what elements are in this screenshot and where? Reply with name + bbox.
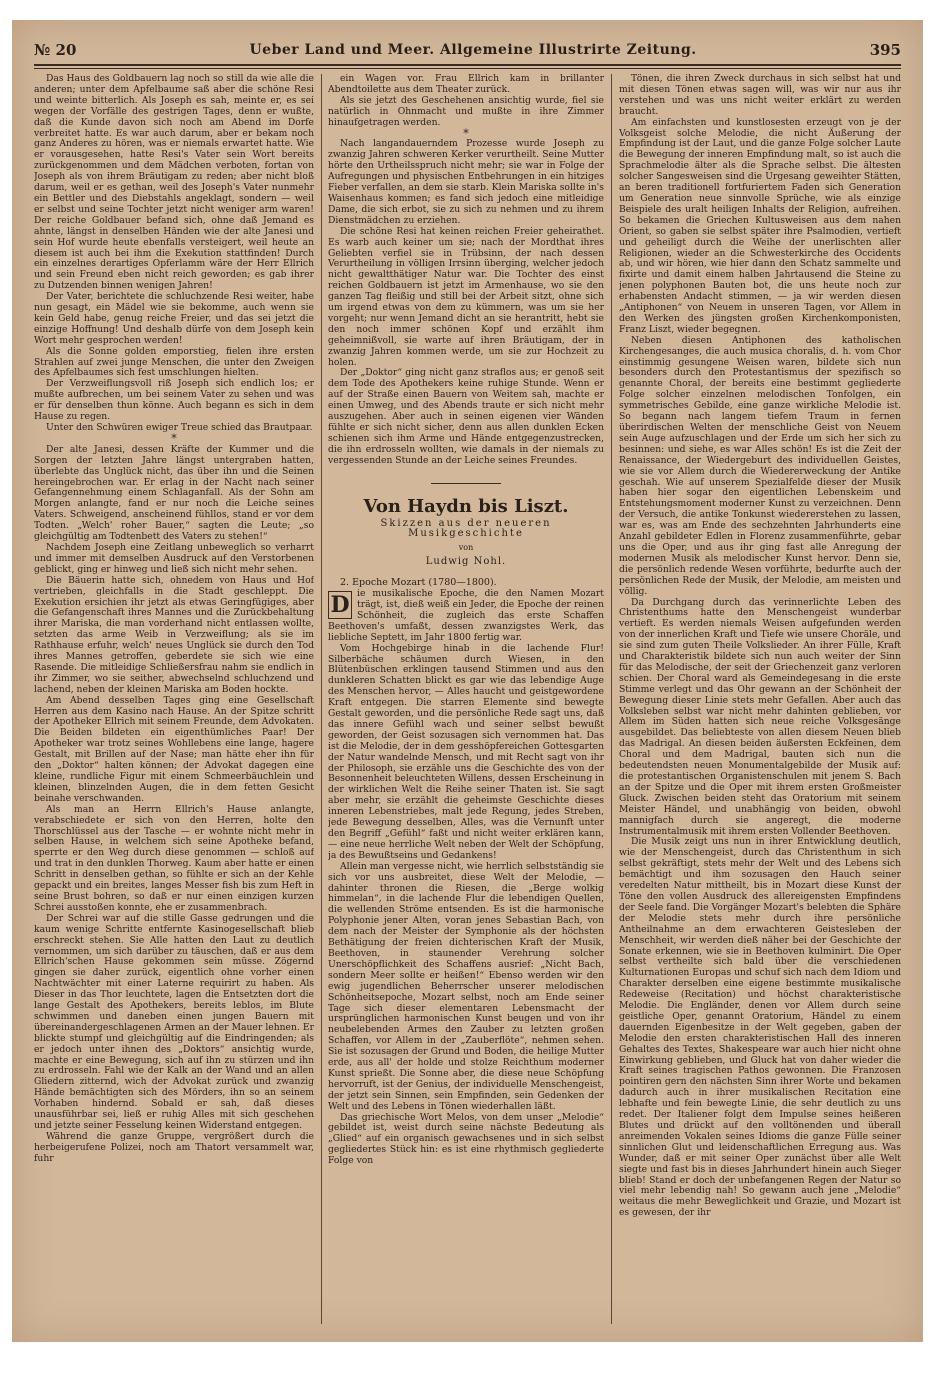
paragraph: Die Bäuerin hatte sich, ohnedem von Haus und Hof vertrieben, gleichfalls in die Stadt geschleppt. Die Exekution ersichien ihr jetzt als etwas Geringfügiges, aber die Gefangenschaft ihres Mannes und die Zurückbehaltung ihrer Mariska, die man vorderhand nicht entlassen wollte, setzten das arme Weib in Verzweiflung; als sie im Rathhause erfuhr, welch' neues Unglück sie durch den Tod ihres Mannes getroffen, geberdete sie sich wie eine Rasende. Die mitleidige Schließersfrau nahm sie endlich in ihr Zimmer, wo sie seither, abwechselnd schluchzend und lachend, neben der kleinen Mariska am Boden hockte. [34,574,314,695]
column-divider-1 [321,74,322,1324]
paragraph: Unter den Schwüren ewiger Treue schied das Brautpaar. [46,422,313,433]
paragraph: Der Schrei war auf die stille Gasse gedrungen und die kaum wenige Schritte entfernte Kasinogesellschaft blieb erschreckt stehen. Sie Alle hatten den Laut zu deutlich vernommen, um sich darüber zu täuschen, daß er aus dem Ellrich'schen Hause gekommen sein müsse. Zögernd gingen sie daher zurück, eigentlich ohne vorher einen Nachtwächter mit einer Laterne requirirt zu haben. Als Dieser in das Thor leuchtete, lagen die Entsetzten dort die lange Gestalt des Apothekers, bereits leblos, im Blute schwimmen und daneben einen jungen Bauern mit übereinandergeschlagenen Armen an der Mauer lehnen. Er blickte stumpf und gleichgültig auf die Eindringenden; als er jedoch unter ihnen des „Doktors“ ansichtig wurde, machte er eine Bewegung, sich auf ihn zu stürzen und ihn zu erdrosseln. Fahl wie der Kalk an der Wand und an allen Gliedern zitternd, wich der Advokat zurück und zwanzig Hände bemächtigten sich des Mörders, ihn so an seinem Vorhaben hindernd. Sobald er sah, daß dieses unausführbar sei, ließ er ruhig Alles mit sich geschehen und jetzte seiner Fesselung keinen Widerstand entgegen. [34,912,314,1131]
paragraph: Der Vater, berichtete die schluchzende Resi weiter, habe nun gesagt, ein Mädel wie sie bekomme, auch wenn sie kein Geld habe, genug reiche Freier, und das sei jetzt die einzige Hoffnung! Und deshalb dürfe von dem Joseph kein Wort mehr gesprochen werden! [34,291,314,346]
paragraph: Am Abend desselben Tages ging eine Gesellschaft Herren aus dem Kasino nach Hause. An der Spitze schritt der Apotheker Ellrich mit seinem Freunde, dem Advokaten. Die Beiden bildeten ein eigenthümliches Paar! Der Apotheker war trotz seines Wohllebens eine lange, hagere Gestalt, mit Brillen auf der Nase; man hätte eher ihn für den „Doktor“ halten können; der Advokat dagegen eine kleine, rundliche Figur mit einem Schmeerbäuchlein und kleinen, blinzelnden Augen, die in dem fetten Gesicht beinahe verschwanden. [34,694,314,804]
paragraph: Neben diesen Antiphonen des katholischen Kirchengesanges, die auch musica choralis, d. h. vom Chor einstimmig gesungene Weisen waren, bildete sich nun besonders durch den Protestantismus der spezifisch so genannte Choral, der bereits eine bestimmt gegliederte Folge solcher einzelnen melodischen Tonfolgen, ein symmetrisches Gebilde, eine ganze wirkliche Melodie ist. So begann nach langem tiefem Traum in fernen überirdischen Welten der menschliche Geist von Neuem sein Auge aufzuschlagen und der Erde um sich her sich zu besinnen: und siehe, es war Alles schön! Es ist die Zeit der Renaissance, der Wiedergeburt des individuellen Geistes, wie sie vor Allem durch die Wiedererweckung der Antike geschah. Wie auf unserem Spezialfelde dieser der Musik haben hier sogar den eigentlichen Lebenskeim und Entstehungsmoment moderner Kunst zu verzeichnen. Denn der Versuch, die antike Tonkunst wiedererstehen zu lassen, war es, was am Ende des sechzehnten Jahrhunderts eine Anzahl gebildeter Edlen in Florenz zusammenführte, gebar uns die Oper, und aus ihr ging fast alle Anregung der modernen Musik als melodischer Kunst hervor. Denn sie, die persönlich redende Wesen vorführte, bedurfte auch der persönlichen Rede der Musik, der Melodie, am meisten und völlig. [619,334,901,597]
article-first-paragraph [328,589,604,644]
paragraph: Vom Hochgebirge hinab in die lachende Flur! Silberbäche schäumen durch Wiesen, in den Blütenbüschen erklingen tausend Stimmen und aus den dunkleren Schatten blickt es gar wie das lebendige Auge des Menschen hervor, — Alles haucht und geistgewordene Kraft entgegen. Die starren Elemente sind bewegte Gestalt geworden, und die persönliche Rede sagt uns, daß das innere Gefühl wach und seiner selbst bewußt geworden, der Geist sozusagen sich vernommen hat. Das ist die Melodie, der in dem gesshöpfereichen Gottesgarten der Natur wandelnde Mensch, und mit Recht sagt von ihr der Philosoph, sie erzähle uns die Geschichte des von der Besonnenheit beleuchteten Willens, dessen Erscheinung in der wirklichen Welt die Reihe seiner Thaten ist. Sie sagt aber mehr, sie erzählt die geheimste Geschichte dieses inneren Lebenstriebes, malt jede Regung, jedes Streben, jede Bewegung desselben, Alles, was die Vernunft unter den Begriff „Gefühl“ faßt und nicht weiter erklären kann, — eine neue herrliche Welt neben der Welt der Schöpfung, ja des Bewußtseins und Gedankens! [328,642,604,861]
paragraph: ein Wagen vor. Frau Ellrich kam in brillanter Abendtoilette aus dem Theater zurück. [328,74,604,95]
paragraph: Die Musik zeigt uns nun in ihrer Entwicklung deutlich, wie der Menschengeist, durch das Christenthum in sich selbst gekräftigt, stets mehr der Welt und des Lebens sich bemächtigt und ihm sozusagen den Hauch seiner veredelten Natur mittheilt, bis in Mozart diese Kunst der Töne den vollen Ausdruck des allereigensten Empfindens der Seele fand. Die Vorgänger Mozart's belebten die Sphäre der Melodie stets mehr durch ihre persönliche Antheilnahme an dem erwachteren Geistesleben der Menschheit, wir werden dieß näher bei der Geschichte der Sonate erkennen, wie sie in Beethoven kulminirt. Die Oper selbst vertheilte sich bald über die verschiedenen Kulturnationen Europas und schuf sich nach dem Idiom und Charakter derselben eine eigene bestimmte musikalische Redeweise (Recitation) und höchst charakteristische Melodie. Die Engländer, denen vor Allem durch seine geistliche Oper, genannt Oratorium, Händel zu einem dauernden Eigenbesitze in der Welt gegeben, gaben der Melodie den ersten charakteristischen Hall des inneren Gehaltes des Textes, Shakespeare war auch hier nicht ohne Einwirkung geblieben, und Gluck hat von daher wieder die Kraft seines tragischen Pathos gewonnen. Die Franzosen pointiren gern den nächsten Sinn ihrer Worte und bekamen dadurch auch in ihrer musikalischen Recitation eine lebhafte und fein bewegte Linie, die sehr deutlich zu uns redet. Der Italiener folgt dem Impulse seines heißeren Blutes und drückt auf den volltönenden und überall anreimenden Vokalen seines Idioms die ganze Fülle seiner sinnlichen Glut und leidenschaftlichen Erregung aus. Was Wunder, daß er mit seiner Oper zunächst über alle Welt siegte und fast bis in dieses Jahrhundert hinein auch Sieger blieb! Stand er doch der unbefangenen Regen der Natur so viel mehr lebendig nah! So gewann auch jene „Melodie“ weitaus die mehr Beweglichkeit und Grazie, und Mozart ist es gewesen, der ihr [619,836,901,1219]
paragraph: Nachdem Joseph eine Zeitlang unbeweglich so verharrt und immer mit demselben Ausdruck auf den Verstorbenen geblickt, ging er hinweg und ließ sich nicht mehr sehen. [34,541,314,575]
paragraph: Als man an Herrn Ellrich's Hause anlangte, verabschiedete er sich von den Herren, holte den Thorschlüssel aus der Tasche — er wohnte nicht mehr in selben Hause, in welchem sich seine Apotheke befand, sperrte er den Weg durch diese genommen — schloß auf und trat in den dunklen Thorweg. Kaum aber hatte er einen Schritt in denselben gethan, so fühlte er sich an der Kehle gepackt und ein breites, langes Messer fish bis zum Heft in seine Brust bohren, so daß er nur einen einzigen kurzen Schrei ausstoßen konnte, ehe er zusammenbrach. [34,803,314,913]
paragraph: Da Durchgang durch das verinnerlichte Leben des Christenthums hatte den Menschengeist wunderbar vertieft. Es werden niemals Weisen aufgefunden werden von der innerlichen Kraft und Tiefe wie unsere Choräle, und sie sind zum guten Theile Volkslieder. An ihrer Fülle, Kraft und Charakteristik bildete sich nun auch weiter der Sinn für das Melodische, der seit der Griechenzeit ganz verloren schien. Der Choral ward als Gemeindegesang in die erste Stimme verlegt und das Ohr gewann an der Schönheit der Bewegung dieser Linie stets mehr Gefallen. Aber auch das Volksleben selbst war nicht mehr dahinten geblieben, vor Allem im Süden hatten sich neue reiche Volksgesänge ausgebildet. Das beliebteste von allen diesem Neuen blieb das Madrigal. An diesen beiden äußersten Eckfeinen, dem Choral und dem Madrigal, bauten sich nun die bedeutendsten neuen Monumentalgebilde der Musik auf: die protestantischen Organistenschulen mit jenem S. Bach an der Spitze und die Oper mit ihrem ersten Großmeister Gluck. Zwischen beiden steht das Oratorium mit seinem Meister Händel, und unabhängig von beiden, obwohl mannigfach durch sie angeregt, die moderne Instrumentalmusik mit ihrem ersten Vollender Beethoven. [619,596,901,837]
article-title: Von Haydn bis Liszt. [363,495,569,517]
article-epoch-heading: 2. Epoche Mozart (1780—1800). [340,577,497,589]
paragraph: Das griechische Wort Melos, von dem unser „Melodie“ gebildet ist, weist durch seine nächste Bedeutung als „Glied“ auf ein organisch gewachsenes und in sich selbst gegliedertes Stück hin: es ist eine rhythmisch gegliederte Folge von [328,1111,604,1167]
publication-title: Ueber Land und Meer. Allgemeine Illustrirte Zeitung. [249,42,697,58]
column-1 [34,74,314,1324]
paragraph: Allein man vergesse nicht, wie herrlich selbstständig sie sich vor uns ausbreitet, diese Welt der Melodie, — dahinter thronen die Riesen, die „Berge wolkig himmelan“, in die lachende Flur die lebendigen Quellen, die wellenden Ströme entsenden. Es ist die harmonische Polyphonie jener Alten, voran jenes Sebastian Bach, von dem nach der Meister der Symphonie als der höchsten Bethätigung der freien dichterischen Kraft der Musik, Beethoven, in staunender Verehrung solcher Unerschöpflichkeit des Schaffens ausrief: „Nicht Bach, sondern Meer sollte er heißen!“ Ebenso werden wir den ewig jugendlichen Beherrscher unserer melodischen Schönheitsepoche, Mozart selbst, noch am Ende seiner Tage sich dieser elementaren Lebensmacht der ursprünglichen harmonischen Kunst beugen und von ihr neubelebenden Armes den Zauber zu letzten großen Schaffen, vor Allem in der „Zauberflöte“, nehmen sehen. Sie ist sozusagen der Grund und Boden, die heilige Mutter erde, aus all' der holde und stolze Reichthum moderner Kunst sprießt. Die Sonne aber, die diese neue Schöpfung hervorruft, ist der Genius, der individuelle Menschengeist, der jetzt sein Sinnen, sein Empfinden, sein Gedenken der Welt und des Lebens in Tönen wiederhallen läßt. [328,860,604,1112]
section-rule [431,483,501,484]
paragraph: Der Verzweiflungsvoll riß Joseph sich endlich los; er mußte aufbrechen, um bei seinem Vater zu sehen und was er für denselben thun könne. Auch begann es sich in dem Hause zu regen. [34,378,314,423]
paragraph: Nach langandauerndem Prozesse wurde Joseph zu zwanzig Jahren schweren Kerker verurtheilt. Seine Mutter hörte den Urtheilsspruch nicht mehr; sie war in Folge der Aufregungen und physischen Entbehrungen in ein hitziges Fieber verfallen, an dem sie starb. Klein Mariska sollte in's Waisenhaus kommen; es fand sich jedoch eine mitleidige Dame, die sich erbot, sie zu sich zu nehmen und zu ihrem Dienstmädchen zu erziehen. [328,138,604,226]
section-divider-star: * [463,126,469,140]
paragraph: Tönen, die ihren Zweck durchaus in sich selbst hat und mit diesen Tönen etwas sagen will, was wir nur aus ihr verstehen und was uns nicht weiter erklärt zu werden braucht. [619,74,901,117]
paragraph: Der alte Janesi, dessen Kräfte der Kummer und die Sorgen der letzten Jahre längst untergraben hatten, überlebte das Unglück nicht, das über ihn und die Seinen hereingebrochen war. Er erlag in der Nacht nach seiner Gefangennehmung einem Schlaganfall. Als der Sohn am Morgen anlangte, fand er nur noch die Leiche seines Vaters. Schweigend, anscheinend fühllos, stand er vor dem Todten. „Welch' roher Bauer,“ sagten die Leute; „so gleichgültig am Todtenbett des Vaters zu stehen!“ [34,443,314,543]
paragraph: Der „Doktor“ ging nicht ganz straflos aus; er genoß seit dem Tode des Apothekers keine ruhige Stunde. Wenn er auf der Straße einen Bauern von Weitem sah, machte er einen Umweg, und des Abends traute er sich nicht mehr auszugehen. Aber auch in seinen eigenen vier Wänden fühlte er sich nicht sicher, denn aus allen dunklen Ecken schienen sich ihm Arme und Hände entgegenzustrecken, die ihn erdrosseln wollten, wie damals in der niemals zu vergessenden Stunde an der Leiche seines Freundes. [328,367,604,466]
paragraph: Während die ganze Gruppe, vergrößert durch die herbeigerufene Polizei, noch am Thatort versammelt war, fuhr [34,1130,314,1164]
issue-number: № 20 [34,41,77,59]
article-paragraph-text: ie musikalische Epoche, die den Namen Mozart trägt, ist, dieß weiß ein Jeder, die Epoche der reinen Schönheit, die zugleich das erste Schaffen Beethoven's umfaßt, dessen zwanzigstes Werk, das liebliche Septett, im Jahr 1800 fertig war. [328,588,604,643]
column-divider-2 [611,74,612,1324]
article-author: Ludwig Nohl. [425,556,507,568]
paragraph: Als die Sonne golden emporstieg, fielen ihre ersten Strahlen auf zwei junge Menschen, die unter den Zweigen des Apfelbaumes sich fest umschlungen hielten. [34,345,314,379]
page-number: 395 [869,41,901,59]
paragraph: Das Haus des Goldbauern lag noch so still da wie alle die anderen; unter dem Apfelbaume saß aber die schöne Resi und weinte bitterlich. Als Joseph es sah, meinte er, es sei wegen der Vorfälle des gestrigen Tages, denn er wußte, daß die Kunde davon sich noch am Abend im Dorfe verbreitet hatte. Es war auch darum, aber er bekam noch ganz Anderes zu hören, was er niemals erwartet hatte. Wie er vorausgesehen, hatte Resi's Vater sein Wort bereits zurückgenommen und dem Mädchen verboten, fortan von Joseph als von ihrem Bräutigam zu reden; aber nicht bloß darum, weil er es gethan, weil des Joseph's Vater nunmehr ein Bettler und des Diebstahls angeklagt, sondern — weil er selbst und seine Tochter jetzt nicht weniger arm waren! Der reiche Goldbauer befand sich, ohne daß Jemand es ahnte, längst in denselben Händen wie der alte Janesi und sein Hof wurde heute ebenfalls versteigert, weil heute an diesem ist auch bei ihm die Exekution stattfinden! Durch ein einzelnes derartiges Opferlamm wäre der Herr Ellrich und sein Freund eben nicht reich geworden; es gab ihrer zu Dutzenden binnen wenigen Jahren! [34,74,314,292]
newspaper-page [12,20,923,1342]
article-subtitle: Skizzen aus der neueren Musikgeschichte [380,517,552,540]
section-divider-star: * [171,431,177,445]
paragraph: Als sie jetzt des Geschehenen ansichtig wurde, fiel sie natürlich in Ohnmacht und mußte in ihre Zimmer hinaufgetragen werden. [328,94,604,128]
paragraph: Am einfachsten und kunstlosesten erzeugt von je der Volksgeist solche Melodie, die nicht Äußerung der Empfindung ist der Laut, und die ganze Folge solcher Laute die Bewegung der inneren Empfindung malt, so ist auch die Sprachmelodie älter als die Sprache selbst. Die ältesten solcher Sangesweisen sind die Urgesang geweihter Stätten, an beren traditionell fortfuriertem Faden sich Generation um Generation neue sinnvolle Sprüche, wie als einzige Beispiele des uralt heiligen Inhalts der Religion, aufreihen. So bekamen die Griechen Kultusweisen aus dem nahen Orient, so gaben sie selbst später ihre Psalmodien, vertieft und geheiligt durch die Weihe der unerlischten aller Religionen, wieder an die Schwesterkirche des Occidents ab, und wir hören, wie hier dann den Schatz sammelte und fixirte und damit einem halben Jahrtausend die Steine zu jenen polyphonen Bauten bot, die uns heute noch zur erhabensten Andacht stimmen, — ja wir werden diesen „Antiphonen“ von Neuem in unseren Tagen, vor Allem in den Werken des jüngsten großen Kirchenkomponisten, Franz Liszt, wieder begegnen. [619,116,901,335]
header-rule [34,64,901,66]
article-byline-von: von [458,543,474,553]
page-header [34,38,901,62]
paragraph: Die schöne Resi hat keinen reichen Freier geheirathet. Es warb auch keiner um sie; nach der Mordthat ihres Geliebten verfiel sie in Trübsinn, der nach dessen Verurtheilung in völligen Irrsinn überging, welcher jedoch nicht gewaltthätiger Natur war. Die Tochter des einst reichen Goldbauern ist jetzt im Armenhause, wo sie den ganzen Tag fleißig und still bei der Arbeit sitzt, ohne sich um irgend etwas von dem zu kümmern, was um sie her vorgeht; nur wenn Jemand dicht an sie herantritt, hebt sie den noch immer schönen Kopf und erzählt ihm geheimnißvoll, sie warte auf ihren Bräutigam, der in zwanzig Jahren kommen werde, um sie zur Hochzeit zu holen. [328,225,604,368]
column-3 [619,74,901,1324]
column-2 [328,74,604,1324]
drop-cap-initial: D [328,591,352,619]
header-rule-thin [34,68,901,69]
